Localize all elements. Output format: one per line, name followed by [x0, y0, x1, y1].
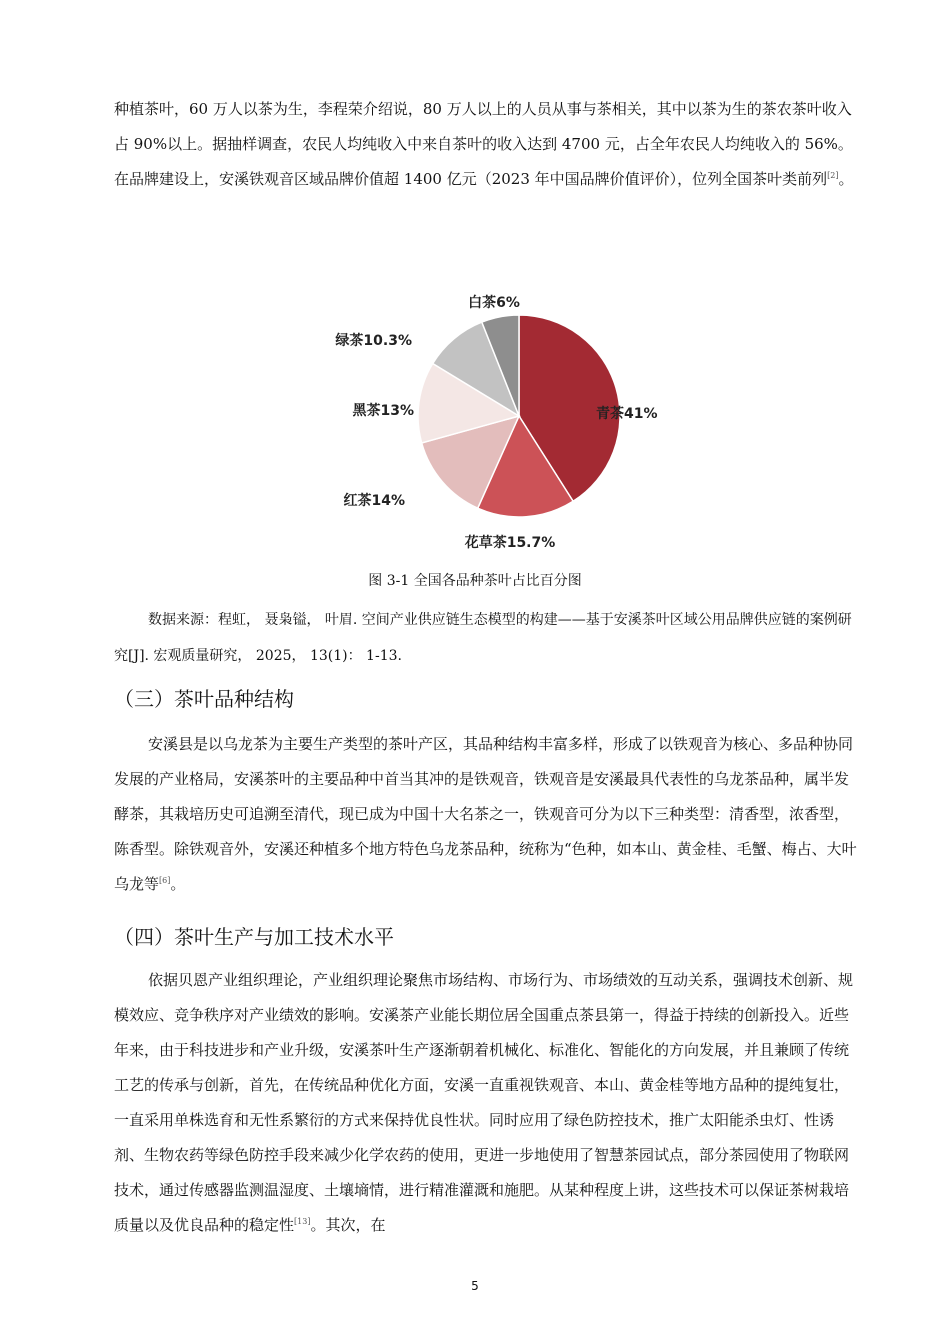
tea-variety-pie-chart	[330, 285, 710, 560]
page-number: 5	[471, 1279, 479, 1293]
paragraph-text: 安溪县是以乌龙茶为主要生产类型的茶叶产区，其品种结构丰富多样，形成了以铁观音为核心、多品种协同发展的产业格局，安溪茶叶的主要品种中首当其冲的是铁观音，铁观音是安溪最具代表性的乌龙茶品种，属半发酵茶，其栽培历史可追溯至清代，现已成为中国十大名茶之一，铁观音可分为以下三种类型：清香型，浓香型，陈香型。除铁观音外，安溪还种植多个地方特色乌龙茶品种，统称为“色种，如本山、黄金桂、毛蟹、梅占、大叶乌龙等	[114, 735, 857, 893]
section-heading-4: （四）茶叶生产与加工技术水平	[114, 925, 394, 949]
paragraph-section-3	[114, 727, 860, 902]
pie-slices	[418, 315, 620, 517]
citation-2[interactable]: [2]	[827, 171, 839, 180]
paragraph-end: 。其次，在	[310, 1216, 386, 1234]
paragraph-end: 。	[170, 875, 186, 893]
pie-label-1: 花草茶15.7%	[464, 535, 556, 551]
paragraph-section-4	[114, 963, 860, 1243]
citation-13[interactable]: [13]	[294, 1217, 311, 1226]
pie-label-5: 白茶6%	[468, 295, 520, 311]
pie-label-2: 红茶14%	[343, 493, 405, 509]
pie-label-3: 黑茶13%	[352, 403, 414, 419]
paragraph-text: 种植茶叶，60 万人以茶为生，李程荣介绍说，80 万人以上的人员从事与茶相关，其中以茶为生的茶农茶叶收入占 90%以上。据抽样调查，农民人均纯收入中来自茶叶的收入达到 4700 元，占全年农民人均纯收入的 56%。在品牌建设上，安溪铁观音区域品牌价值超 1400 亿元（2023 年中国品牌价值评价），位列全国茶叶类前列	[114, 100, 853, 188]
paragraph-text: 依据贝恩产业组织理论，产业组织理论聚焦市场结构、市场行为、市场绩效的互动关系，强调技术创新、规模效应、竞争秩序对产业绩效的影响。安溪茶产业能长期位居全国重点茶县第一，得益于持续的创新投入。近些年来，由于科技进步和产业升级，安溪茶叶生产逐渐朝着机械化、标准化、智能化的方向发展，并且兼顾了传统工艺的传承与创新，首先，在传统品种优化方面，安溪一直重视铁观音、本山、黄金桂等地方品种的提纯复壮，一直采用单株选育和无性系繁衍的方式来保持优良性状。同时应用了绿色防控技术，推广太阳能杀虫灯、性诱剂、生物农药等绿色防控手段来减少化学农药的使用，更进一步地使用了智慧茶园试点，部分茶园使用了物联网技术，通过传感器监测温湿度、土壤墒情，进行精准灌溉和施肥。从某种程度上讲，这些技术可以保证茶树栽培质量以及优良品种的稳定性	[114, 971, 854, 1234]
paragraph-intro	[114, 92, 860, 197]
pie-label-0: 青茶41%	[596, 406, 658, 422]
section-heading-3: （三）茶叶品种结构	[114, 687, 294, 711]
pie-label-4: 绿茶10.3%	[335, 333, 412, 349]
paragraph-end: 。	[838, 170, 854, 188]
citation-6[interactable]: [6]	[159, 876, 171, 885]
data-source-note: 数据来源：程虹， 聂枭镒， 叶眉. 空间产业供应链生态模型的构建——基于安溪茶叶区域公用品牌供应链的案例研究[J]. 宏观质量研究， 2025， 13(1)： 1-13.	[114, 612, 852, 664]
figure-caption: 图 3-1 全国各品种茶叶占比百分图	[368, 573, 582, 589]
